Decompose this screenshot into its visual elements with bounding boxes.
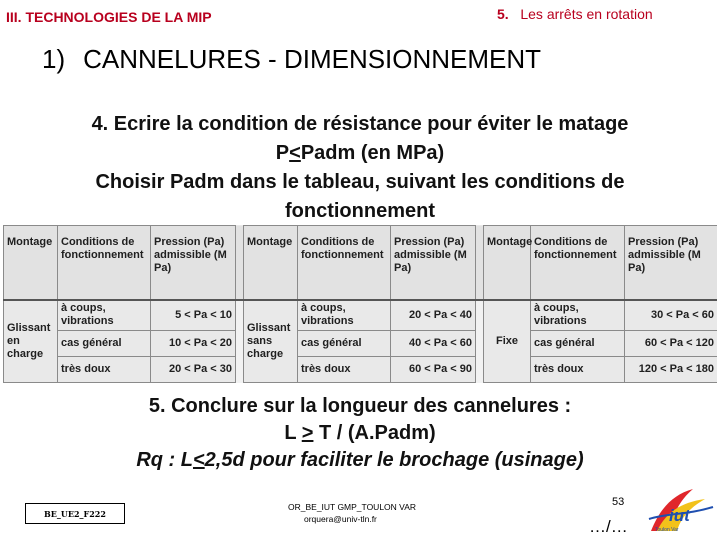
header-pression: Pression (Pa) admissible (M Pa): [151, 226, 236, 300]
montage-cell: Fixe: [484, 300, 531, 383]
column-gap: [476, 300, 484, 331]
less-equal-sign: <: [289, 142, 301, 164]
question-5-remark: [0, 447, 720, 474]
logo-text: iut: [669, 506, 690, 525]
header-montage: Montage: [484, 226, 531, 300]
table-row: [4, 357, 718, 383]
header-conditions: Conditions de fonctionnement: [531, 226, 625, 300]
footer-author: [288, 501, 448, 525]
padm-unit: Padm (en MPa): [300, 142, 445, 164]
chapter-number: 5.: [497, 6, 509, 22]
column-gap: [236, 226, 244, 300]
condition-cell: très doux: [58, 357, 151, 383]
question-5-line1: 5. Conclure sur la longueur des cannelures :: [148, 395, 572, 417]
montage-cell: Glissant en charge: [4, 300, 58, 383]
header-pression: Pression (Pa) admissible (M Pa): [391, 226, 476, 300]
question-5-line2: [0, 420, 720, 447]
column-gap: [236, 357, 244, 383]
pression-cell: 20 < Pa < 40: [391, 300, 476, 331]
header-montage: Montage: [244, 226, 298, 300]
montage-cell: Glissant sans charge: [244, 300, 298, 383]
length-formula: T / (A.Padm): [313, 422, 436, 444]
pression-cell: 5 < Pa < 10: [151, 300, 236, 331]
greater-equal-sign: >: [301, 422, 314, 444]
condition-cell: cas général: [58, 331, 151, 357]
subtitle-number: 1): [42, 44, 66, 74]
question-5: [0, 393, 720, 474]
pression-cell: 120 < Pa < 180: [625, 357, 718, 383]
chapter-title: [497, 6, 653, 22]
header-conditions: Conditions de fonctionnement: [58, 226, 151, 300]
header-conditions: Conditions de fonctionnement: [298, 226, 391, 300]
condition-cell: cas général: [531, 331, 625, 357]
footer-author-line: OR_BE_IUT GMP_TOULON VAR: [288, 502, 417, 512]
question-4-line4: fonctionnement: [285, 200, 435, 222]
pression-cell: 60 < Pa < 90: [391, 357, 476, 383]
length-symbol: L: [284, 422, 302, 444]
table-header-row: [4, 226, 718, 300]
footer-email: orquera@univ-tln.fr: [304, 514, 377, 524]
table-row: [4, 300, 718, 331]
course-code-badge: BE_UE2_F222: [25, 503, 125, 524]
column-gap: [236, 331, 244, 357]
pressure-symbol: P: [275, 142, 290, 164]
condition-cell: cas général: [298, 331, 391, 357]
column-gap: [236, 300, 244, 331]
slide-subtitle: [42, 44, 541, 75]
pression-cell: 60 < Pa < 120: [625, 331, 718, 357]
iut-logo-icon: [647, 485, 717, 535]
header-pression: Pression (Pa) admissible (M Pa): [625, 226, 718, 300]
pression-cell: 10 < Pa < 20: [151, 331, 236, 357]
remark-prefix: Rq : L: [136, 449, 193, 471]
remark-text: 2,5d pour faciliter le brochage (usinage): [204, 449, 584, 471]
condition-cell: à coups, vibrations: [58, 300, 151, 331]
condition-cell: à coups, vibrations: [298, 300, 391, 331]
condition-cell: très doux: [298, 357, 391, 383]
question-4: [0, 110, 720, 226]
logo-subtext: Toulon Var: [655, 527, 679, 533]
question-4-line1: 4. Ecrire la condition de résistance pour éviter le matage: [91, 113, 629, 135]
continuation-mark: …/…: [589, 517, 628, 536]
pressure-table: [3, 225, 717, 383]
chapter-label: Les arrêts en rotation: [520, 6, 653, 22]
condition-cell: très doux: [531, 357, 625, 383]
page-number: 53: [612, 496, 625, 508]
subtitle-text: CANNELURES - DIMENSIONNEMENT: [83, 44, 542, 74]
pression-cell: 40 < Pa < 60: [391, 331, 476, 357]
question-4-line2: [0, 139, 720, 168]
condition-cell: à coups, vibrations: [531, 300, 625, 331]
less-equal-sign: <: [192, 449, 205, 471]
column-gap: [476, 357, 484, 383]
column-gap: [476, 226, 484, 300]
pression-cell: 20 < Pa < 30: [151, 357, 236, 383]
pressure-table-image: [3, 225, 717, 383]
header-montage: Montage: [4, 226, 58, 300]
table-row: [4, 331, 718, 357]
column-gap: [476, 331, 484, 357]
question-4-line3: Choisir Padm dans le tableau, suivant les conditions de: [95, 171, 625, 193]
section-title: III. TECHNOLOGIES DE LA MIP: [6, 9, 212, 25]
pression-cell: 30 < Pa < 60: [625, 300, 718, 331]
